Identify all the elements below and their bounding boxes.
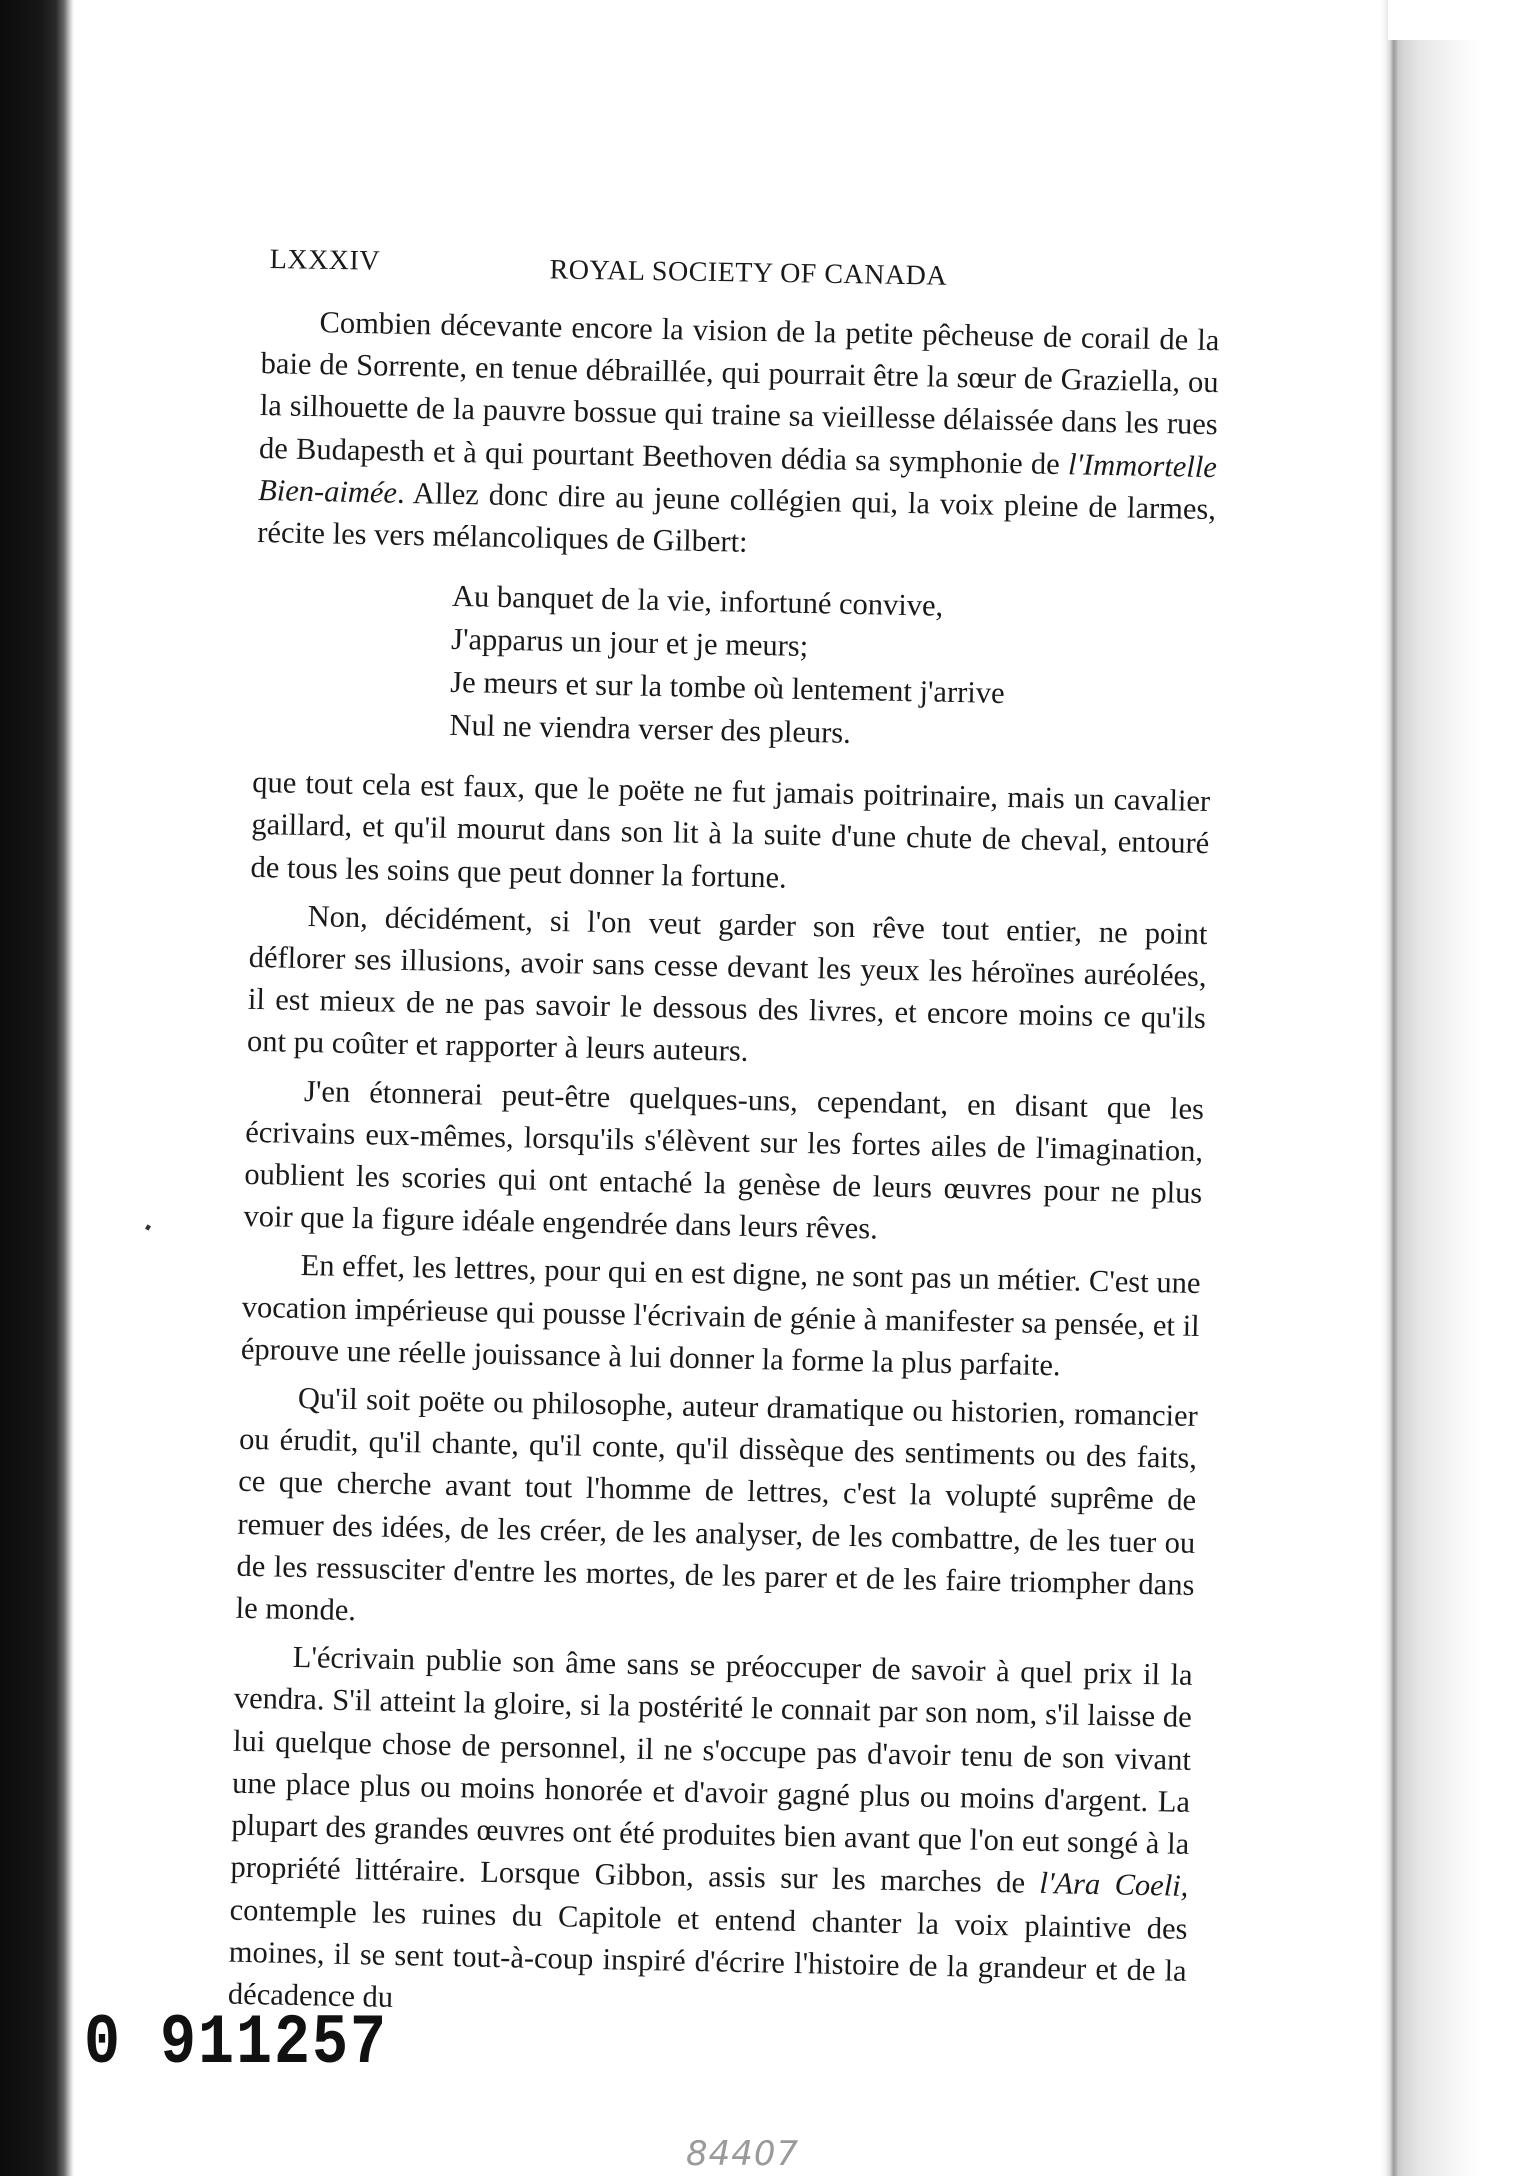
poem-line: J'apparus un jour et je meurs;	[450, 622, 809, 664]
paragraph-1: Combien décevante encore la vision de la petite pêcheuse de corail de la baie de Sorrente, en tenue débraillée, qui pourrait être la sœur de Graziella, ou la silhouette de la pauvre bossue qui traine sa vieillesse délaissée dans les rues de Budapesth et à qui pourtant Beethoven dédia sa symphonie de l'Immortelle Bien-aimée. Allez donc dire au jeune collégien qui, la voix pleine de larmes, récite les vers mélancoliques de Gilbert:	[257, 305, 1220, 559]
stamp-number: 0 911257	[84, 2004, 389, 2085]
italic-place: l'Ara Coeli,	[1039, 1866, 1189, 1904]
italic-title: l'Immortelle Bien-aimée	[257, 446, 1218, 510]
scan-right-edge	[1380, 0, 1520, 2176]
body-text	[227, 300, 1219, 2040]
paragraph: J'en étonnerai peut-être quelques-uns, cependant, en disant que les écrivains eux-mêmes, lorsqu'ils s'élèvent sur les fortes ailes de l'imagination, oublient les scories qui ont entaché la genèse de leurs œuvres pour ne plus voir que la figure idéale engendrée dans leurs rêves.	[243, 1073, 1205, 1246]
scan-speck	[145, 1224, 151, 1230]
poem	[449, 575, 1214, 762]
paragraph-after-poem: que tout cela est faux, que le poëte ne fut jamais poitrinaire, mais un cavalier gaillard, et qu'il mourut dans son lit à la suite d'une chute de cheval, entouré de tous les soins que peut donner la fortune.	[250, 765, 1211, 895]
paragraph: Non, décidément, si l'on veut garder son rêve tout entier, ne point déflorer ses illusions, avoir sans cesse devant les yeux les héroïnes auréolées, il est mieux de ne pas savoir le dessous des livres, et encore moins ce qu'ils ont pu coûter et rapporter à leurs auteurs.	[246, 898, 1208, 1069]
handwritten-note: 84407	[686, 2134, 800, 2174]
paragraph: En effet, les lettres, pour qui en est digne, ne sont pas un métier. C'est une vocation impérieuse qui pousse l'écrivain de génie à manifester sa pensée, et il éprouve une réelle jouissance à lui donner la forme la plus parfaite.	[240, 1248, 1201, 1383]
running-head: ROYAL SOCIETY OF CANADA	[549, 254, 948, 292]
scan-right-edge-top	[1388, 0, 1520, 40]
paragraph: Qu'il soit poëte ou philosophe, auteur dramatique ou historien, romancier ou érudit, qu'il chante, qu'il conte, qu'il dissèque des sentiments ou des faits, ce que cherche avant tout l'homme de lettres, c'est la volupté suprême de remuer des idées, de les créer, de les analyser, de les combattre, de les tuer ou de les ressusciter d'entre les mortes, de les parer et de les faire triompher dans le monde.	[235, 1381, 1199, 1628]
page-header	[269, 244, 1270, 304]
poem-line: Je meurs et sur la tombe où lentement j'arrive	[450, 665, 1005, 711]
page-folio: LXXXIV	[269, 244, 381, 277]
last-paragraph-text-end: contemple les ruines du Capitole et entend chanter la voix plaintive des moines, il se sent tout-à-coup inspiré d'écrire l'histoire de la grandeur et de la décadence du	[227, 1892, 1188, 2014]
last-paragraph-text: L'écrivain publie son âme sans se préoccuper de savoir à quel prix il la vendra. S'il atteint la gloire, si la postérité le connait par son nom, s'il laisse de lui quelque chose de personnel, il ne s'occupe pas d'avoir tenu de son vivant une place plus ou moins honorée et d'avoir gagné plus ou moins d'argent. La plupart des grandes œuvres ont été produites bien avant que l'on eut songé à la propriété littéraire. Lorsque Gibbon, assis sur les marches de	[230, 1640, 1193, 1901]
poem-line: Au banquet de la vie, infortuné convive,	[451, 579, 944, 623]
scan-left-edge	[0, 0, 74, 2176]
poem-line: Nul ne viendra verser des pleurs.	[449, 708, 852, 751]
paragraph-last	[228, 1635, 1193, 2034]
